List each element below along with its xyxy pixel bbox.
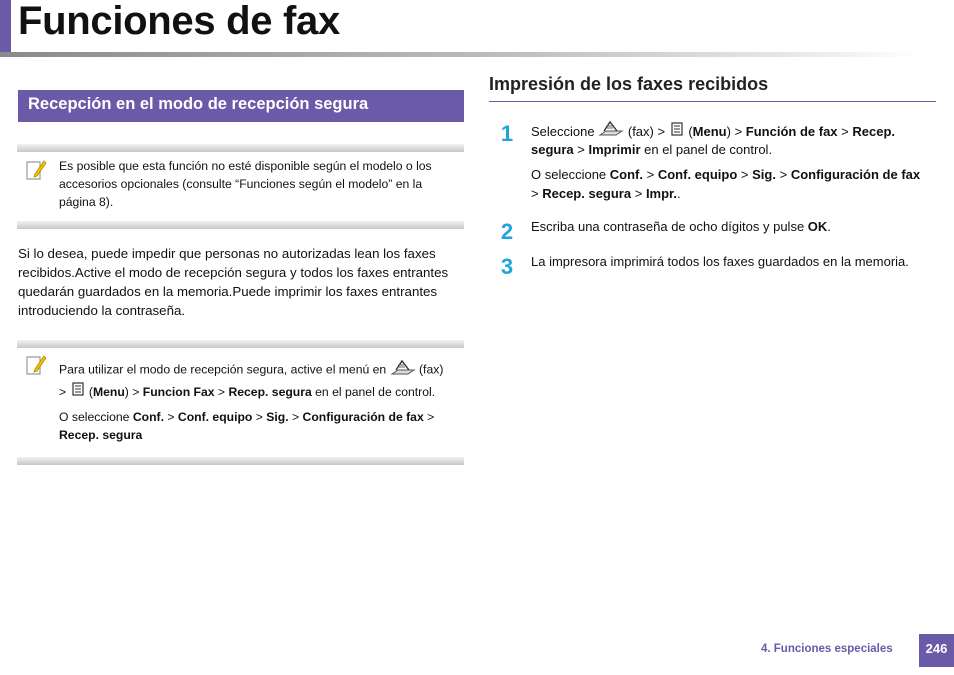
note-text: ( — [88, 385, 93, 399]
note-bold: Conf. — [132, 410, 164, 424]
step-text: > — [531, 185, 539, 201]
step-number: 3 — [500, 254, 514, 279]
note-text: (fax) — [419, 362, 444, 377]
step-line — [531, 119, 941, 141]
step-2-text — [531, 218, 941, 237]
note-bold: Funcion Fax — [142, 385, 215, 399]
step-line — [531, 166, 941, 185]
note-text: > — [217, 385, 226, 399]
step-bold: Configuración de fax — [790, 167, 921, 182]
step-bold: Impr. — [645, 185, 678, 201]
step-text: > — [841, 123, 849, 139]
step-line — [531, 185, 941, 204]
step-number: 1 — [500, 121, 514, 146]
step-text: ( — [688, 123, 693, 139]
step-text: > — [577, 142, 585, 157]
note-text: > — [427, 410, 435, 424]
note-1-line: página 8). — [59, 195, 114, 209]
note-bottom-bar — [17, 457, 464, 465]
step-bold: OK — [807, 219, 828, 234]
heading-divider — [489, 101, 936, 102]
header-accent-bar — [0, 0, 11, 52]
page-number: 246 — [919, 634, 954, 667]
note-bold: Menu — [92, 385, 125, 399]
step-text: > — [740, 167, 749, 182]
step-bold: Recep. segura — [542, 185, 632, 201]
fax-icon — [390, 358, 416, 383]
note-text: > — [292, 410, 300, 424]
note-bold: Configuración de fax — [302, 410, 424, 424]
paragraph-line: quedarán guardados en la memoria.Puede imprimir los faxes entrantes — [18, 284, 438, 299]
step-text: O seleccione — [531, 167, 607, 182]
section-heading: Impresión de los faxes recibidos — [489, 74, 769, 94]
step-bold: Sig. — [752, 167, 776, 182]
paragraph-line: recibidos.Active el modo de recepción segura y todos los faxes entrantes — [18, 265, 449, 280]
paragraph-line: introduciendo la contraseña. — [18, 303, 186, 318]
step-line — [531, 141, 941, 166]
section-title: Recepción en el modo de recepción segura — [18, 90, 464, 122]
step-text: en el panel de control. — [644, 142, 773, 157]
step-bold: segura — [531, 142, 574, 157]
note-bold: Recep. segura — [228, 385, 312, 399]
step-bold: Recep. — [852, 123, 896, 139]
note-bold: Conf. equipo — [177, 410, 253, 424]
note-text: > — [59, 385, 67, 399]
note-text: en el panel de control. — [315, 385, 436, 399]
step-text: (fax) > — [627, 123, 666, 139]
intro-paragraph — [18, 244, 468, 320]
page-title: Funciones de fax — [18, 0, 340, 43]
footer-section-label: 4. Funciones especiales — [761, 643, 893, 655]
note-text: Para utilizar el modo de recepción segura, active el menú en — [59, 362, 387, 377]
note-2-line — [59, 426, 464, 444]
note-icon — [25, 158, 47, 187]
note-top-bar — [17, 340, 464, 348]
step-text: . — [827, 219, 831, 234]
note-text: ) > — [124, 385, 140, 399]
step-text: Escriba una contraseña de ocho dígitos y pulse — [531, 219, 805, 234]
note-text: > — [167, 410, 175, 424]
note-bold: Recep. segura — [59, 428, 143, 442]
step-text: ) > — [726, 123, 743, 139]
step-bold: Conf. — [609, 167, 643, 182]
step-text: > — [634, 185, 643, 201]
step-bold: Imprimir — [588, 142, 641, 157]
note-bottom-bar — [17, 221, 464, 229]
step-text: . — [677, 185, 681, 201]
step-bold: Conf. equipo — [657, 167, 738, 182]
note-icon — [25, 353, 47, 382]
step-number: 2 — [500, 219, 514, 244]
step-text: Seleccione — [531, 123, 595, 139]
step-bold: Función de fax — [745, 123, 838, 139]
note-2-line — [59, 408, 464, 426]
note-2-line — [59, 381, 464, 408]
paragraph-line: Si lo desea, puede impedir que personas no autorizadas lean los faxes — [18, 246, 436, 261]
note-1-line: Es posible que esta función no esté disponible según el modelo o los — [59, 159, 432, 173]
step-text: > — [779, 167, 788, 182]
note-2 — [59, 358, 464, 444]
title-divider — [0, 52, 920, 57]
note-1 — [59, 157, 469, 211]
note-text: O seleccione — [59, 410, 130, 424]
step-bold: Menu — [692, 123, 727, 139]
note-2-line — [59, 358, 464, 381]
step-text: > — [646, 167, 655, 182]
step-1-text — [531, 119, 941, 203]
note-bold: Sig. — [266, 410, 289, 424]
step-3-text: La impresora imprimirá todos los faxes guardados en la memoria. — [531, 254, 909, 269]
note-1-line: accesorios opcionales (consulte “Funciones según el modelo” en la — [59, 177, 423, 191]
note-text: > — [255, 410, 263, 424]
menu-icon — [70, 381, 86, 404]
note-top-bar — [17, 144, 464, 152]
